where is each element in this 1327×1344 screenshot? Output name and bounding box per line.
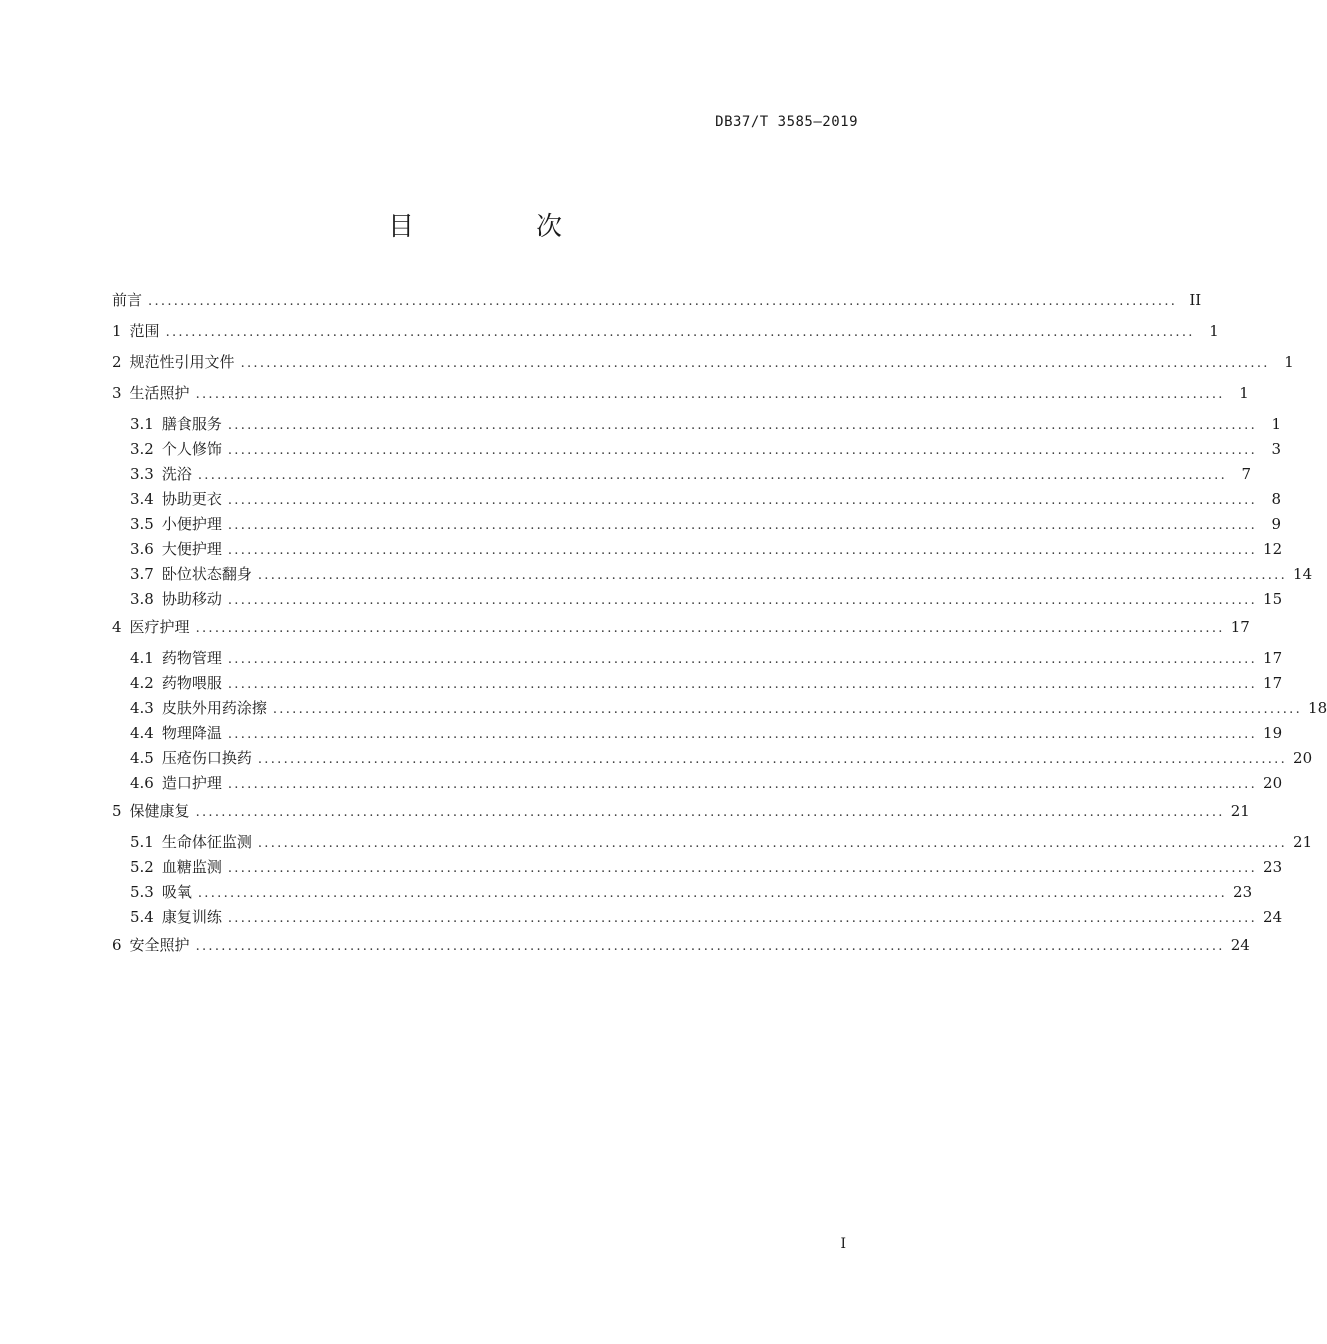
toc-entry-label: 卧位状态翻身: [161, 565, 252, 583]
toc-leader-dots: ................................................................................................................................................................: [197, 468, 1228, 483]
toc-leader-dots: ................................................................................................................................................................: [272, 702, 1303, 717]
toc-leader-dots: ................................................................................................................................................................: [227, 593, 1258, 608]
toc-entry[interactable]: [112, 347, 1294, 378]
toc-entry-page: 3: [1271, 440, 1282, 458]
toc-entry-number: 3.1: [130, 415, 154, 433]
toc-entry-page: 19: [1263, 724, 1283, 742]
footer-page-number: I: [840, 1236, 846, 1252]
toc-entry-label: 膳食服务: [161, 415, 222, 433]
toc-entry[interactable]: [112, 562, 1313, 587]
toc-entry-label: 协助移动: [161, 590, 222, 608]
toc-entry[interactable]: [112, 462, 1252, 487]
toc-leader-dots: ................................................................................................................................................................: [227, 677, 1258, 692]
toc-entry-title: [130, 537, 228, 562]
toc-entry-label: 吸氧: [161, 883, 192, 901]
toc-entry-title: [130, 562, 258, 587]
toc-entry-number: 4.6: [130, 774, 154, 792]
toc-entry[interactable]: [112, 378, 1249, 409]
toc-entry[interactable]: [112, 487, 1282, 512]
toc-entry-number: 1: [112, 322, 122, 340]
toc-entry[interactable]: [112, 646, 1283, 671]
toc-entry-page: 7: [1241, 465, 1252, 483]
toc-entry-page: 1: [1271, 415, 1282, 433]
toc-entry-title: [112, 930, 196, 961]
toc-leader-dots: ................................................................................................................................................................: [257, 568, 1288, 583]
toc-entry-title: [112, 796, 196, 827]
toc-entry-title: [112, 347, 241, 378]
toc-entry-number: 3.5: [130, 515, 154, 533]
toc-entry-page: 1: [1284, 353, 1294, 371]
toc-entry-title: [130, 696, 273, 721]
toc-entry-number: 3: [112, 384, 122, 402]
toc-entry-label: 洗浴: [161, 465, 192, 483]
toc-entry-label: 协助更衣: [161, 490, 222, 508]
toc-entry-label: 规范性引用文件: [129, 353, 235, 371]
toc-entry-title: [130, 746, 258, 771]
standard-code: DB37/T 3585—2019: [715, 114, 858, 130]
toc-entry-label: 医疗护理: [129, 618, 190, 636]
toc-entry[interactable]: [112, 771, 1283, 796]
toc-entry-title: [130, 646, 228, 671]
toc-entry-page: 14: [1293, 565, 1313, 583]
toc-entry[interactable]: [112, 930, 1250, 961]
toc-entry-number: 4.1: [130, 649, 154, 667]
toc-entry-number: 5.4: [130, 908, 154, 926]
toc-leader-dots: ................................................................................................................................................................: [197, 886, 1228, 901]
toc-entry-page: 17: [1263, 649, 1283, 667]
table-of-contents: [112, 285, 1327, 961]
toc-entry-title: [130, 462, 198, 487]
toc-entry-label: 生命体征监测: [161, 833, 252, 851]
toc-entry-page: 9: [1271, 515, 1282, 533]
toc-entry[interactable]: [112, 880, 1253, 905]
toc-leader-dots: ................................................................................................................................................................: [165, 325, 1195, 340]
toc-leader-dots: ................................................................................................................................................................: [227, 443, 1258, 458]
toc-entry-title: [130, 671, 228, 696]
toc-entry-page: 1: [1209, 322, 1219, 340]
toc-entry-label: 生活照护: [129, 384, 190, 402]
toc-entry-number: 6: [112, 936, 122, 954]
toc-leader-dots: ................................................................................................................................................................: [227, 418, 1258, 433]
toc-entry-number: 4.3: [130, 699, 154, 717]
toc-leader-dots: ................................................................................................................................................................: [195, 939, 1225, 954]
toc-entry-label: 康复训练: [161, 908, 222, 926]
toc-entry-number: 4: [112, 618, 122, 636]
toc-entry-page: 12: [1263, 540, 1283, 558]
toc-entry-page: 17: [1263, 674, 1283, 692]
toc-entry-number: 5.1: [130, 833, 154, 851]
toc-entry-page: 15: [1263, 590, 1283, 608]
toc-entry-title: [112, 285, 148, 316]
toc-entry-page: 23: [1233, 883, 1253, 901]
toc-leader-dots: ................................................................................................................................................................: [227, 727, 1258, 742]
toc-leader-dots: ................................................................................................................................................................: [227, 911, 1258, 926]
toc-entry-title: [112, 316, 166, 347]
toc-leader-dots: ................................................................................................................................................................: [227, 493, 1258, 508]
toc-entry-label: 安全照护: [129, 936, 190, 954]
toc-entry-page: 21: [1230, 802, 1250, 820]
toc-entry-title: [112, 378, 196, 409]
toc-entry-label: 大便护理: [161, 540, 222, 558]
toc-entry[interactable]: [112, 316, 1219, 347]
toc-entry-label: 压疮伤口换药: [161, 749, 252, 767]
toc-leader-dots: ................................................................................................................................................................: [195, 621, 1225, 636]
toc-entry-label: 个人修饰: [161, 440, 222, 458]
toc-entry-page: 21: [1293, 833, 1313, 851]
toc-entry-page: 17: [1230, 618, 1250, 636]
toc-entry-label: 血糖监测: [161, 858, 222, 876]
toc-entry-title: [112, 612, 196, 643]
toc-leader-dots: ................................................................................................................................................................: [227, 777, 1258, 792]
toc-entry-label: 范围: [129, 322, 160, 340]
toc-leader-dots: ................................................................................................................................................................: [227, 518, 1258, 533]
toc-entry-label: 保健康复: [129, 802, 190, 820]
toc-leader-dots: ................................................................................................................................................................: [240, 356, 1270, 371]
toc-entry-title: [130, 512, 228, 537]
toc-entry[interactable]: [112, 587, 1283, 612]
toc-leader-dots: ................................................................................................................................................................: [257, 836, 1288, 851]
toc-leader-dots: ................................................................................................................................................................: [195, 805, 1225, 820]
toc-entry[interactable]: [112, 412, 1282, 437]
toc-entry[interactable]: [112, 905, 1283, 930]
toc-entry-page: 20: [1293, 749, 1313, 767]
toc-entry-number: 3.8: [130, 590, 154, 608]
toc-entry-number: 5.2: [130, 858, 154, 876]
toc-entry-title: [130, 412, 228, 437]
toc-entry[interactable]: [112, 512, 1282, 537]
toc-entry-title: [130, 437, 228, 462]
toc-leader-dots: ................................................................................................................................................................: [257, 752, 1288, 767]
toc-entry-page: II: [1189, 291, 1202, 309]
toc-entry-page: 24: [1230, 936, 1250, 954]
toc-entry-number: 2: [112, 353, 122, 371]
page-title: 目 次: [387, 212, 610, 242]
toc-entry-label: 小便护理: [161, 515, 222, 533]
toc-leader-dots: ................................................................................................................................................................: [148, 294, 1178, 309]
toc-entry-label: 物理降温: [161, 724, 222, 742]
toc-entry-title: [130, 880, 198, 905]
toc-entry-label: 前言: [112, 291, 143, 309]
toc-entry-title: [130, 487, 228, 512]
toc-entry[interactable]: [112, 855, 1283, 880]
toc-entry-label: 皮肤外用药涂擦: [161, 699, 267, 717]
toc-entry-page: 8: [1271, 490, 1282, 508]
toc-entry[interactable]: [112, 796, 1250, 827]
toc-entry-title: [130, 721, 228, 746]
toc-leader-dots: ................................................................................................................................................................: [227, 543, 1258, 558]
toc-entry-number: 4.4: [130, 724, 154, 742]
toc-entry-page: 20: [1263, 774, 1283, 792]
toc-leader-dots: ................................................................................................................................................................: [227, 652, 1258, 667]
toc-entry-title: [130, 830, 258, 855]
toc-entry[interactable]: [112, 696, 1327, 721]
toc-leader-dots: ................................................................................................................................................................: [227, 861, 1258, 876]
toc-entry-number: 3.7: [130, 565, 154, 583]
toc-entry[interactable]: [112, 285, 1202, 316]
toc-entry-page: 18: [1308, 699, 1327, 717]
toc-entry-label: 造口护理: [161, 774, 222, 792]
toc-entry-number: 5: [112, 802, 122, 820]
toc-entry-number: 4.5: [130, 749, 154, 767]
toc-entry-number: 3.6: [130, 540, 154, 558]
toc-entry-number: 3.3: [130, 465, 154, 483]
toc-entry[interactable]: [112, 437, 1282, 462]
toc-entry[interactable]: [112, 612, 1250, 643]
toc-entry-number: 4.2: [130, 674, 154, 692]
toc-entry-title: [130, 855, 228, 880]
toc-entry-label: 药物管理: [161, 649, 222, 667]
toc-entry[interactable]: [112, 721, 1283, 746]
toc-entry-number: 3.4: [130, 490, 154, 508]
toc-leader-dots: ................................................................................................................................................................: [195, 387, 1225, 402]
toc-entry[interactable]: [112, 746, 1313, 771]
toc-entry[interactable]: [112, 671, 1283, 696]
toc-entry-label: 药物喂服: [161, 674, 222, 692]
toc-entry-page: 23: [1263, 858, 1283, 876]
toc-entry-number: 3.2: [130, 440, 154, 458]
toc-entry-title: [130, 587, 228, 612]
toc-entry[interactable]: [112, 537, 1283, 562]
toc-entry-title: [130, 771, 228, 796]
toc-entry-title: [130, 905, 228, 930]
toc-entry[interactable]: [112, 830, 1313, 855]
toc-entry-page: 24: [1263, 908, 1283, 926]
toc-entry-page: 1: [1239, 384, 1249, 402]
toc-entry-number: 5.3: [130, 883, 154, 901]
